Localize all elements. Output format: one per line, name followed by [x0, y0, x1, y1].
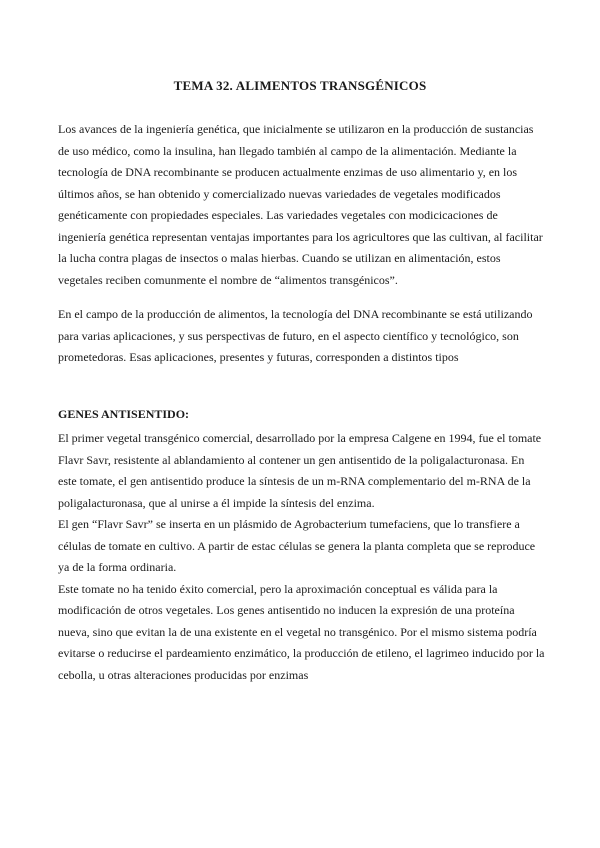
section-heading: GENES ANTISENTIDO: — [58, 407, 190, 421]
document-title: TEMA 32. ALIMENTOS TRANSGÉNICOS — [173, 78, 427, 93]
section-body — [58, 428, 546, 686]
intro-paragraph-1: Los avances de la ingeniería genética, que inicialmente se utilizaron en la producción de sustancias de uso médico, como la insulina, han llegado también al campo de la alimentación. Mediante la tecnología de DNA recombinante se producen actualmente enzimas de uso alimentario y, en los últimos años, se han obtenido y comercializado nuevas variedades de vegetales modificados genéticamente con propiedades especiales. Las variedades vegetales con modicicaciones de ingeniería genética representan ventajas importantes para los agricultores que las cultivan, al facilitar la lucha contra plagas de insectos o malas hierbas. Cuando se utilizan en alimentación, estos vegetales reciben comunmente el nombre de “alimentos transgénicos”. — [58, 122, 543, 287]
section-paragraph-3: Este tomate no ha tenido éxito comercial, pero la aproximación conceptual es válida para la modificación de otros vegetales. Los genes antisentido no inducen la expresión de una proteína nueva, sino que evitan la de una existente en el vegetal no transgénico. Por el mismo sistema podría evitarse o reducirse el pardeamiento enzimático, la producción de etileno, el lagrimeo inducido por la cebolla, u otras alteraciones producidas por enzimas — [58, 581, 545, 682]
section-paragraph-1: El primer vegetal transgénico comercial, desarrollado por la empresa Calgene en 1994, fue el tomate Flavr Savr, resistente al ablandamiento al contener un gen antisentido de la poligalacturonasa. En este tomate, el gen antisentido produce la síntesis de un m-RNA complementario del m-RNA de la poligalacturonasa, que al unirse a él impide la síntesis del enzima. — [58, 431, 542, 510]
intro-paragraph-2: En el campo de la producción de alimentos, la tecnología del DNA recombinante se está utilizando para varias aplicaciones, y sus perspectivas de futuro, en el aspecto científico y tecnológico, son prometedoras. Esas aplicaciones, presentes y futuras, corresponden a distintos tipos — [58, 307, 533, 364]
section-paragraph-2: El gen “Flavr Savr” se inserta en un plásmido de Agrobacterium tumefaciens, que lo transfiere a células de tomate en cultivo. A partir de estac células se genera la planta completa que se reproduce ya de la forma ordinaria. — [58, 517, 536, 574]
